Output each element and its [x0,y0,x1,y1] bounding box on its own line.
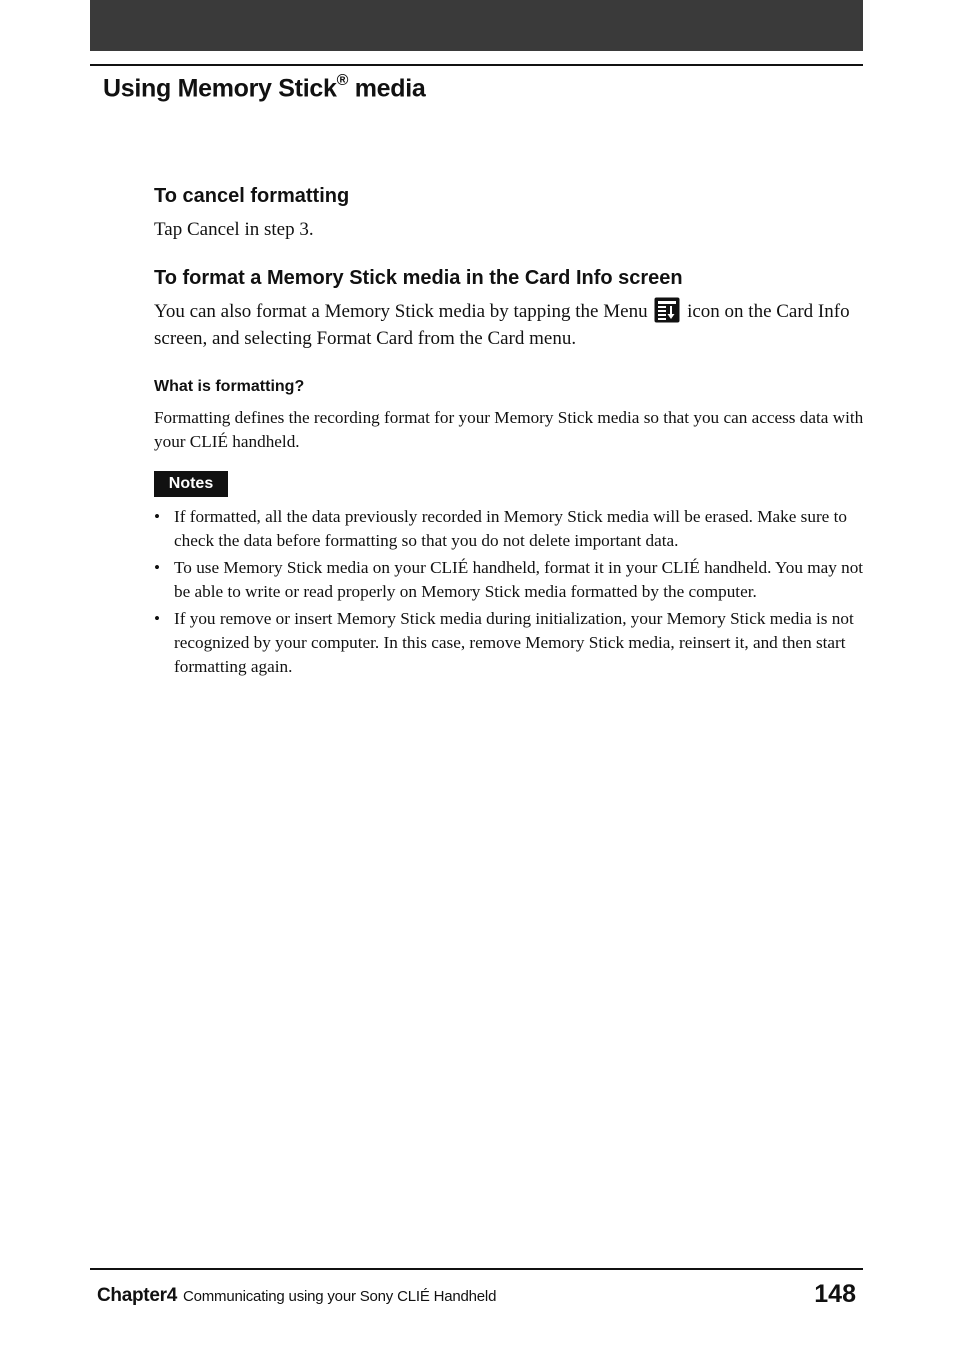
menu-icon [654,297,680,323]
format-card-info-heading: To format a Memory Stick media in the Card Info screen [154,267,683,289]
notes-badge: Notes [154,471,228,497]
registered-mark: ® [336,72,349,89]
notes-list [154,505,866,682]
bullet: • [154,558,161,577]
page-number: 148 [814,1280,856,1308]
what-is-formatting-body: Formatting defines the recording format for your Memory Stick media so that you can access data with your CLIÉ handheld. [154,408,864,451]
what-is-formatting-heading: What is formatting? [154,378,305,395]
page-title-main: Using Memory Stick [103,74,337,103]
footer [97,1285,496,1307]
note-text: If formatted, all the data previously recorded in Memory Stick media will be erased. Make sure to check the data before formatting so that you do not delete important data. [174,507,847,550]
header-rule [90,64,863,66]
chapter-description: Communicating using your Sony CLIÉ Handheld [182,1288,497,1305]
page-title-tail: media [348,74,426,103]
format-card-info-body [154,297,866,352]
list-item [154,505,866,553]
page-title [103,74,425,103]
footer-rule [90,1268,863,1270]
note-text: To use Memory Stick media on your CLIÉ handheld, format it in your CLIÉ handheld. You may not be able to write or read properly on Memory Stick media formatted by the computer. [174,558,864,601]
bullet: • [154,507,161,526]
list-item [154,556,866,604]
format-body-after-icon: icon on the Card Info screen, and selecting Format Card from the Card menu. [154,301,850,349]
note-text: If you remove or insert Memory Stick media during initialization, your Memory Stick media is not recognized by your computer. In this case, remove Memory Stick media, reinsert it, and then start formatting again. [174,609,854,676]
bullet: • [154,609,161,628]
list-item [154,607,866,679]
header-bar [90,0,863,51]
format-body-before-icon: You can also format a Memory Stick media by tapping the Menu [154,301,648,322]
cancel-heading: To cancel formatting [154,185,350,207]
cancel-body: Tap Cancel in step 3. [154,219,314,240]
chapter-label: Chapter4 [97,1285,177,1306]
